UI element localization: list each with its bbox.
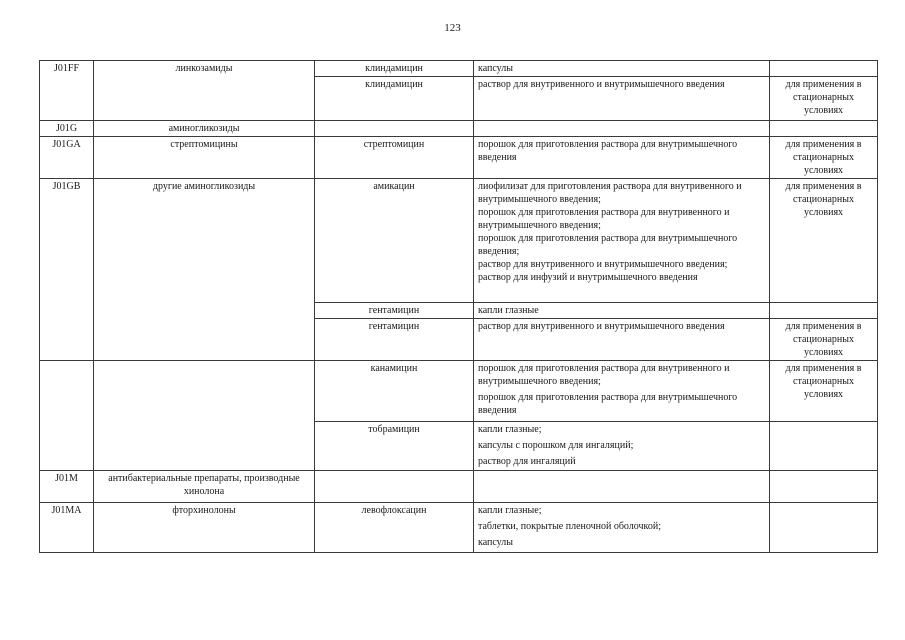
page-number: 123 xyxy=(444,22,461,34)
note-cell: для применения в стационарных условиях xyxy=(770,137,878,179)
dosage-form-line: капсулы xyxy=(478,63,513,74)
table-row xyxy=(40,179,878,303)
dosage-form-line: порошок для приготовления раствора для внутримышечного введения xyxy=(478,392,738,416)
dosage-form-line: лиофилизат для приготовления раствора для внутривенного и внутримышечного введения; xyxy=(478,181,742,205)
dosage-form-line: порошок для приготовления раствора для внутримышечного введения xyxy=(478,139,738,163)
drug-name-cell: клиндамицин xyxy=(315,61,474,77)
dosage-form-line: капли глазные; xyxy=(478,505,542,516)
dosage-form-line: раствор для внутривенного и внутримышечного введения xyxy=(478,79,725,90)
note-cell xyxy=(770,61,878,77)
dosage-form-line: капсулы xyxy=(478,537,513,548)
dosage-form-cell xyxy=(474,319,770,361)
atc-code-cell: J01GA xyxy=(40,137,94,179)
note-cell xyxy=(770,422,878,471)
drug-table xyxy=(39,60,878,553)
dosage-form-cell xyxy=(474,503,770,553)
note-cell xyxy=(770,503,878,553)
drug-name-cell: левофлоксацин xyxy=(315,503,474,553)
drug-name-cell: гентамицин xyxy=(315,303,474,319)
group-cell: аминогликозиды xyxy=(94,121,315,137)
atc-code-cell: J01FF xyxy=(40,61,94,121)
dosage-form-cell xyxy=(474,471,770,503)
dosage-form-line: таблетки, покрытые пленочной оболочкой; xyxy=(478,521,662,532)
group-cell: фторхинолоны xyxy=(94,503,315,553)
dosage-form-line: раствор для инфузий и внутримышечного введения xyxy=(478,272,698,283)
atc-code-cell: J01G xyxy=(40,121,94,137)
note-cell: для применения в стационарных условиях xyxy=(770,179,878,303)
dosage-form-cell xyxy=(474,303,770,319)
atc-code-cell xyxy=(40,361,94,471)
dosage-form-line: капсулы с порошком для ингаляций; xyxy=(478,440,634,451)
dosage-form-cell xyxy=(474,77,770,121)
dosage-form-cell xyxy=(474,179,770,303)
dosage-form-line: порошок для приготовления раствора для внутривенного и внутримышечного введения; xyxy=(478,207,730,231)
group-cell: линкозамиды xyxy=(94,61,315,121)
dosage-form-line: порошок для приготовления раствора для внутривенного и внутримышечного введения; xyxy=(478,363,730,387)
dosage-form-line: порошок для приготовления раствора для внутримышечного введения; xyxy=(478,233,738,257)
dosage-form-line: раствор для ингаляций xyxy=(478,456,576,467)
dosage-form-cell xyxy=(474,61,770,77)
note-cell xyxy=(770,471,878,503)
dosage-form-cell xyxy=(474,121,770,137)
drug-name-cell: канамицин xyxy=(315,361,474,422)
dosage-form-line: капли глазные xyxy=(478,305,539,316)
dosage-form-cell xyxy=(474,422,770,471)
table-row xyxy=(40,503,878,553)
atc-code-cell: J01M xyxy=(40,471,94,503)
group-cell: стрептомицины xyxy=(94,137,315,179)
note-cell: для применения в стационарных условиях xyxy=(770,77,878,121)
drug-name-cell xyxy=(315,471,474,503)
table-row xyxy=(40,61,878,77)
table-row xyxy=(40,361,878,422)
group-cell: антибактериальные препараты, производные хинолона xyxy=(94,471,315,503)
table-body xyxy=(40,61,878,553)
drug-name-cell xyxy=(315,121,474,137)
dosage-form-line: раствор для внутривенного и внутримышечного введения; xyxy=(478,259,728,270)
note-cell xyxy=(770,121,878,137)
drug-name-cell: клиндамицин xyxy=(315,77,474,121)
dosage-form-line: раствор для внутривенного и внутримышечного введения xyxy=(478,321,725,332)
table-row xyxy=(40,471,878,503)
atc-code-cell: J01MA xyxy=(40,503,94,553)
group-cell: другие аминогликозиды xyxy=(94,179,315,361)
note-cell: для применения в стационарных условиях xyxy=(770,319,878,361)
atc-code-cell: J01GB xyxy=(40,179,94,361)
drug-name-cell: гентамицин xyxy=(315,319,474,361)
table-row xyxy=(40,137,878,179)
dosage-form-line: капли глазные; xyxy=(478,424,542,435)
note-cell: для применения в стационарных условиях xyxy=(770,361,878,422)
table-row xyxy=(40,121,878,137)
note-cell xyxy=(770,303,878,319)
drug-name-cell: амикацин xyxy=(315,179,474,303)
group-cell xyxy=(94,361,315,471)
drug-name-cell: стрептомицин xyxy=(315,137,474,179)
dosage-form-cell xyxy=(474,361,770,422)
dosage-form-cell xyxy=(474,137,770,179)
drug-name-cell: тобрамицин xyxy=(315,422,474,471)
